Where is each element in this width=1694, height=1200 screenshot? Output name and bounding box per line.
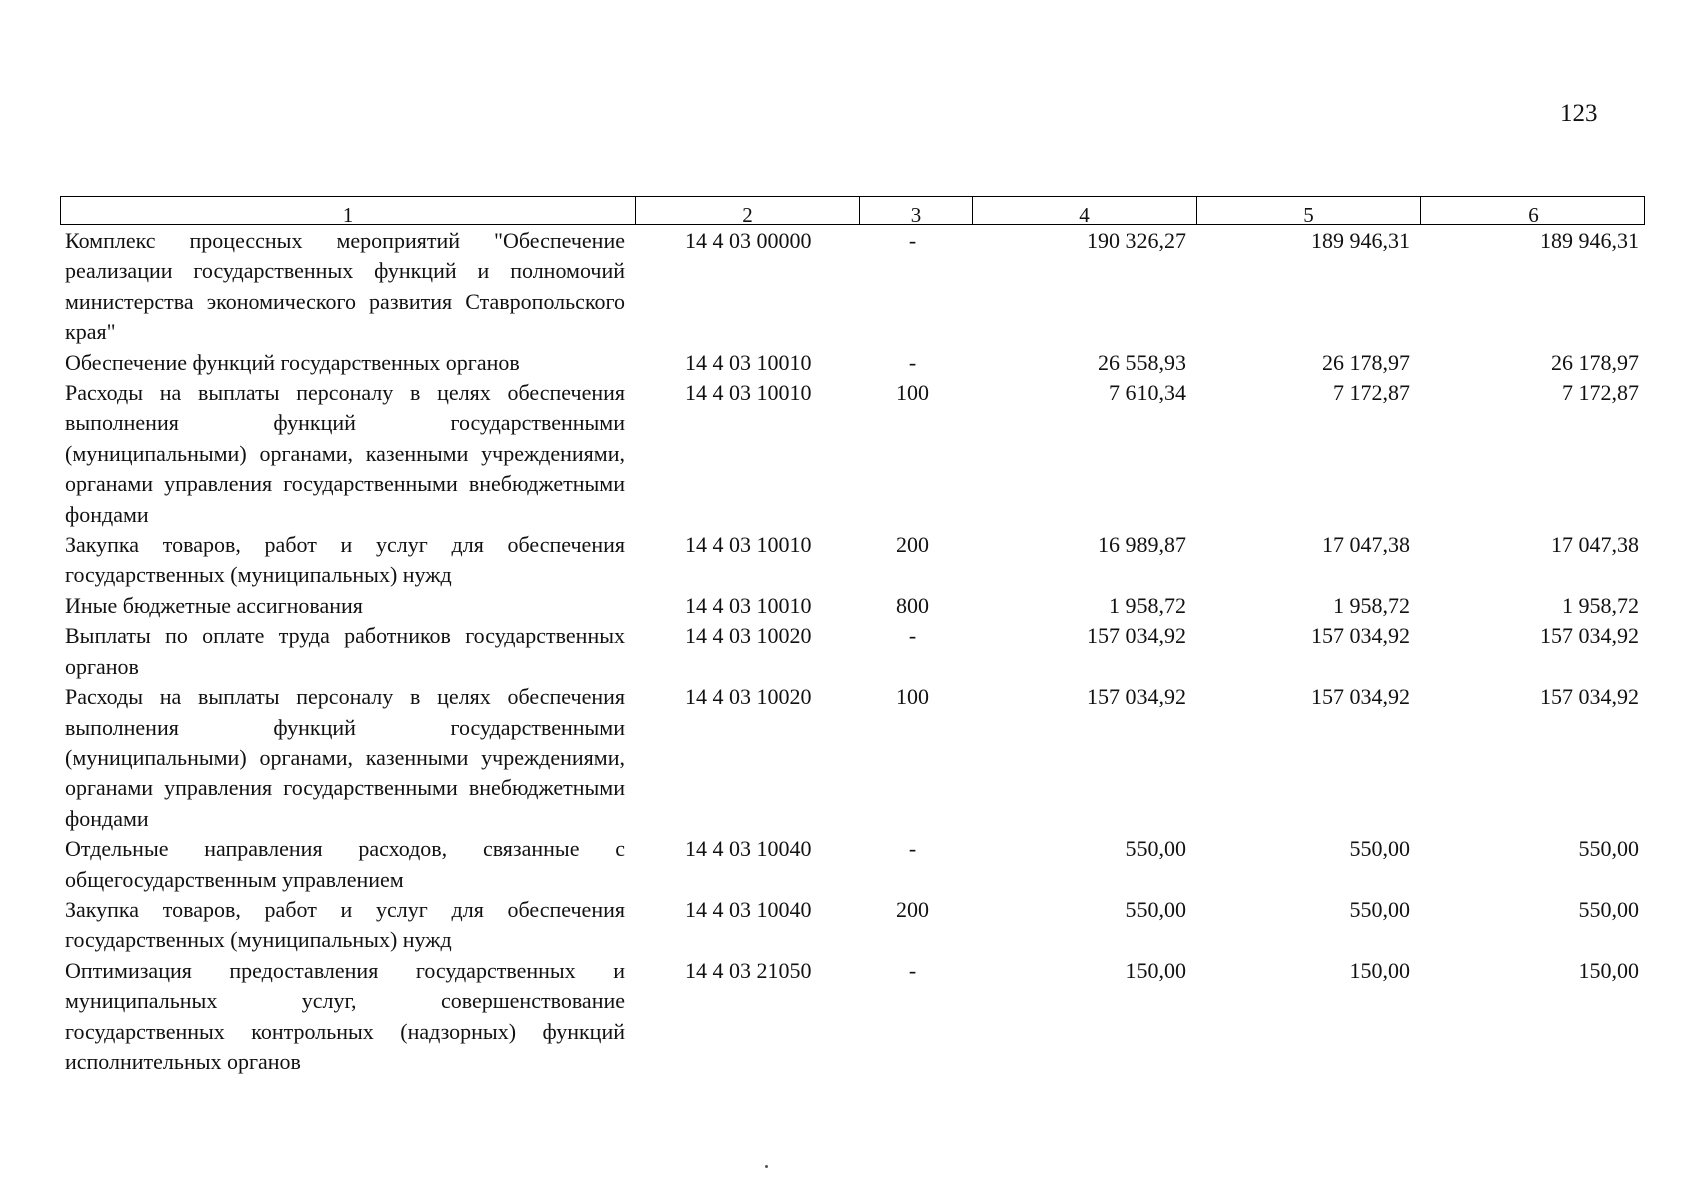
row-code: 14 4 03 10010 xyxy=(685,592,812,618)
table-row xyxy=(60,895,1645,956)
row-value-4: 7 610,34 xyxy=(1109,380,1186,406)
scan-mark xyxy=(765,1165,768,1168)
row-name: Обеспечение функций государственных органов xyxy=(65,349,520,375)
row-value-5: 189 946,31 xyxy=(1311,228,1410,253)
row-value-5: 26 178,97 xyxy=(1322,349,1410,375)
row-name: Отдельные направления расходов, связанные с общегосударственным управлением xyxy=(65,836,625,892)
table-row xyxy=(60,348,1645,378)
row-value-6: 7 172,87 xyxy=(1562,380,1639,406)
row-name: Закупка товаров, работ и услуг для обеспечения государственных (муниципальных) нужд xyxy=(65,896,625,953)
row-code: 14 4 03 10020 xyxy=(685,684,812,710)
row-value-6: 157 034,92 xyxy=(1540,684,1639,710)
row-type: 800 xyxy=(896,592,929,618)
row-code: 14 4 03 10040 xyxy=(685,836,812,862)
row-value-4: 150,00 xyxy=(1125,957,1186,983)
row-value-5: 1 958,72 xyxy=(1333,592,1410,618)
row-code: 14 4 03 10040 xyxy=(685,896,812,922)
table-row xyxy=(60,621,1645,682)
row-code: 14 4 03 10010 xyxy=(685,380,812,406)
row-type: - xyxy=(908,836,917,862)
table-header xyxy=(60,196,1645,225)
row-value-5: 150,00 xyxy=(1349,957,1410,983)
row-value-5: 7 172,87 xyxy=(1333,380,1410,406)
row-value-6: 157 034,92 xyxy=(1540,623,1639,649)
row-name: Выплаты по оплате труда работников государственных органов xyxy=(65,623,625,679)
table-row xyxy=(60,834,1645,895)
row-value-5: 157 034,92 xyxy=(1311,684,1410,710)
column-header-4: 4 xyxy=(973,197,1197,224)
page-number: 123 xyxy=(1560,100,1598,127)
column-header-1: 1 xyxy=(61,197,636,224)
row-type: - xyxy=(908,623,917,649)
row-type: - xyxy=(908,228,917,253)
table-row xyxy=(60,530,1645,591)
row-value-5: 17 047,38 xyxy=(1322,532,1410,558)
column-header-2: 2 xyxy=(636,197,860,224)
table-row xyxy=(60,956,1645,1078)
row-code: 14 4 03 10020 xyxy=(685,623,812,649)
row-code: 14 4 03 10010 xyxy=(685,349,812,375)
table-row xyxy=(60,226,1645,348)
row-value-6: 26 178,97 xyxy=(1551,349,1639,375)
row-value-4: 1 958,72 xyxy=(1109,592,1186,618)
row-name: Расходы на выплаты персоналу в целях обеспечения выполнения функций государственными (муниципальными) органами, казенными учреждениями, органами управления государственными внебюджетными фондами xyxy=(65,684,625,831)
row-value-4: 550,00 xyxy=(1125,836,1186,862)
row-type: 100 xyxy=(896,380,929,406)
row-value-6: 150,00 xyxy=(1578,957,1639,983)
row-value-6: 550,00 xyxy=(1578,896,1639,922)
row-type: 200 xyxy=(896,532,929,558)
row-value-4: 157 034,92 xyxy=(1087,684,1186,710)
row-value-4: 157 034,92 xyxy=(1087,623,1186,649)
row-value-6: 189 946,31 xyxy=(1540,228,1639,253)
table-row xyxy=(60,591,1645,621)
column-header-5: 5 xyxy=(1197,197,1421,224)
row-name: Иные бюджетные ассигнования xyxy=(65,592,363,618)
column-header-3: 3 xyxy=(860,197,973,224)
row-type: 200 xyxy=(896,896,929,922)
row-value-6: 17 047,38 xyxy=(1551,532,1639,558)
column-header-6: 6 xyxy=(1528,203,1539,224)
row-code: 14 4 03 10010 xyxy=(685,532,812,558)
row-type: - xyxy=(908,957,917,983)
row-name: Закупка товаров, работ и услуг для обеспечения государственных (муниципальных) нужд xyxy=(65,532,625,588)
row-value-6: 550,00 xyxy=(1578,836,1639,862)
row-value-4: 16 989,87 xyxy=(1098,532,1186,558)
row-type: 100 xyxy=(896,684,929,710)
row-value-5: 550,00 xyxy=(1349,836,1410,862)
row-value-5: 550,00 xyxy=(1349,896,1410,922)
row-name: Оптимизация предоставления государственных и муниципальных услуг, совершенствование государственных контрольных (надзорных) функций исполнительных органов xyxy=(65,957,625,1074)
row-name: Расходы на выплаты персоналу в целях обеспечения выполнения функций государственными (муниципальными) органами, казенными учреждениями, органами управления государственными внебюджетными фондами xyxy=(65,380,625,527)
row-value-5: 157 034,92 xyxy=(1311,623,1410,649)
row-type: - xyxy=(908,349,917,375)
table-body xyxy=(60,226,1645,1077)
row-value-4: 550,00 xyxy=(1125,896,1186,922)
table-row xyxy=(60,378,1645,530)
row-value-6: 1 958,72 xyxy=(1562,592,1639,618)
row-value-4: 190 326,27 xyxy=(1087,228,1186,253)
row-value-4: 26 558,93 xyxy=(1098,349,1186,375)
table-row xyxy=(60,682,1645,834)
row-name: Комплекс процессных мероприятий "Обеспечение реализации государственных функций и полномочий министерства экономического развития Ставропольского края" xyxy=(65,228,625,345)
row-code: 14 4 03 21050 xyxy=(685,957,812,983)
row-code: 14 4 03 00000 xyxy=(685,228,812,253)
